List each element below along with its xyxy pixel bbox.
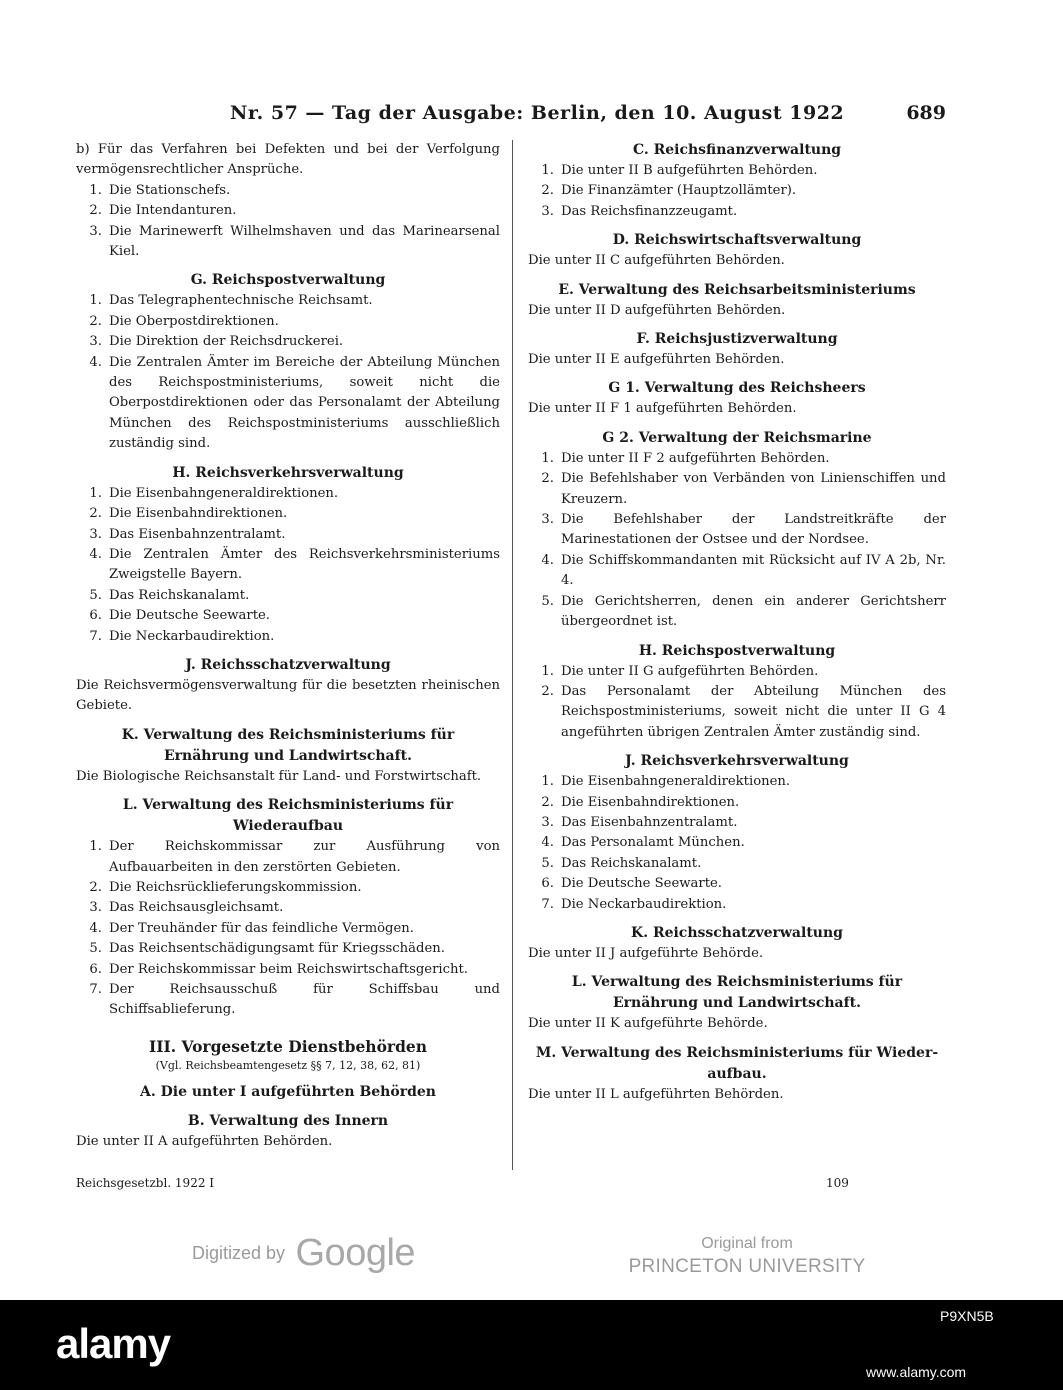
section-e-reichsarbeit [528,280,946,321]
chapter-heading: III. Vorgesetzte Dienstbehörden [148,1036,428,1056]
section-text: Die Biologische Reichsanstalt für Land- und Forstwirtschaft. [76,768,482,784]
section-text: Die unter II E aufgeführten Behörden. [528,352,785,368]
section-d-reichswirtschaft [528,230,946,271]
section-h-reichspost [528,641,946,744]
list-item: 1. Die Stationschefs. [89,182,231,198]
list-item: 4. Der Treuhänder für das feindliche Vermögen. [89,920,414,936]
footer-publication: Reichsgesetzbl. 1922 I [76,1176,215,1190]
digitized-by-google [192,1232,415,1275]
header-title: Nr. 57 — Tag der Ausgabe: Berlin, den 10. August 1922 [230,102,845,124]
chapter-subtitle: (Vgl. Reichsbeamtengesetz §§ 7, 12, 38, 62, 81) [155,1058,421,1072]
section-heading: J. Reichsschatzverwaltung [185,656,391,673]
section-heading: K. Reichsschatzverwaltung [631,924,843,941]
section-text: Die unter II F 1 aufgeführten Behörden. [528,401,797,417]
section-f-reichsjustiz [528,329,946,370]
section-k-ernaehrung [76,725,500,787]
section-heading: H. Reichsverkehrsverwaltung [172,464,404,481]
section-heading: G 1. Verwaltung des Reichsheers [608,380,866,397]
list-item: 2. Die Intendanturen. [89,203,237,219]
alamy-image-id: P9XN5B [940,1308,994,1324]
list-item: 5. Das Reichskanalamt. [541,855,702,871]
section-heading: D. Reichswirtschaftsverwaltung [612,232,862,249]
alamy-watermark-bar [0,1300,1063,1390]
list-item: 3. Die Befehlshaber der Landstreitkräfte der Marinestationen der Ostsee und der Nordsee. [541,512,946,548]
section-heading: J. Reichsverkehrsverwaltung [625,753,849,770]
list-item: 3. Die Marinewerft Wilhelmshaven und das Marinearsenal Kiel. [89,223,500,260]
section-heading: H. Reichspostverwaltung [638,642,836,659]
section-heading: B. Verwaltung des Innern [187,1112,389,1129]
section-heading: M. Verwaltung des Reichsministeriums für Wieder- [535,1044,939,1061]
original-from [626,1234,868,1280]
list-item: 7. Die Neckarbaudirektion. [89,628,275,644]
section-g2-reichsmarine [528,428,946,633]
section-heading: E. Verwaltung des Reichsarbeitsministeriums [558,281,916,298]
section-heading: C. Reichsfinanzverwaltung [632,142,842,158]
list-item: 6. Der Reichskommissar beim Reichswirtschaftsgericht. [89,961,468,977]
section-m-wiederaufbau [528,1043,946,1105]
list-item: 6. Die Deutsche Seewarte. [89,608,270,624]
section-heading-cont: aufbau. [707,1065,767,1082]
list-item: 7. Der Reichsausschuß für Schiffsbau und Schiffsablieferung. [89,982,500,1018]
section-text: Die unter II D aufgeführten Behörden. [528,302,786,318]
section-heading: L. Verwaltung des Reichsministeriums für [571,974,903,991]
section-l-wiederaufbau [76,795,500,1021]
list-item: 3. Das Eisenbahnzentralamt. [89,526,286,542]
list-item: 2. Die Oberpostdirektionen. [89,313,279,329]
section-heading: F. Reichsjustizverwaltung [636,331,838,348]
list-item: 5. Die Gerichtsherren, denen ein anderer Gerichtsherr übergeordnet ist. [541,593,946,630]
list-item: 3. Das Reichsfinanzzeugamt. [541,203,738,219]
section-j-reichsschatz [76,655,500,717]
alamy-url: www.alamy.com [866,1364,967,1380]
intro-text: b) Für das Verfahren bei Defekten und bei der Verfolgung vermögensrechtlicher Ansprüche. [76,142,500,178]
section-heading: L. Verwaltung des Reichsministeriums für [122,797,454,814]
list-item: 5. Das Reichsentschädigungsamt für Kriegsschäden. [89,941,445,957]
section-text: Die unter II A aufgeführten Behörden. [76,1133,333,1149]
list-item: 3. Die Direktion der Reichsdruckerei. [89,334,344,350]
section-h-reichsverkehr [76,463,500,647]
page-header [80,102,946,134]
list-item: 4. Das Personalamt München. [541,835,745,851]
section-b-innern [76,1111,500,1152]
list-item: 2. Die Befehlshaber von Verbänden von Linienschiffen und Kreuzern. [541,471,946,507]
footer-sheet-number: 109 [826,1176,849,1190]
left-column [76,140,500,1152]
list-item: 1. Die unter II G aufgeführten Behörden. [541,663,819,679]
list-item: 1. Die unter II F 2 aufgeführten Behörden. [541,450,830,466]
right-column [528,140,946,1105]
section-heading-cont: Ernährung und Landwirtschaft. [163,747,412,764]
list-item: 2. Die Eisenbahndirektionen. [89,506,288,522]
original-from-label: Original from [701,1235,793,1252]
list-item: 2. Die Finanzämter (Hauptzollämter). [541,183,797,199]
list-item: 1. Das Telegraphentechnische Reichsamt. [89,293,373,309]
list-item: 2. Die Eisenbahndirektionen. [541,794,740,810]
page-number: 689 [906,102,946,124]
section-heading: K. Verwaltung des Reichsministeriums für [121,726,455,743]
google-logo: Google [295,1232,416,1274]
section-l-ernaehrung [528,972,946,1034]
list-item: 1. Der Reichskommissar zur Ausführung von Aufbauarbeiten in den zerstörten Gebieten. [89,839,500,875]
digitized-label: Digitized by [192,1243,286,1263]
section-text: Die unter II K aufgeführte Behörde. [528,1016,768,1032]
section-text: Die Reichsvermögensverwaltung für die besetzten rheinischen Gebiete. [76,677,500,714]
section-heading: A. Die unter I aufgeführten Behörden [140,1083,436,1100]
princeton-university-label: PRINCETON UNIVERSITY [628,1256,866,1277]
list-item: 4. Die Zentralen Ämter des Reichsverkehrsministeriums Zweigstelle Bayern. [89,546,500,583]
list-item: 6. Die Deutsche Seewarte. [541,876,722,892]
list-item: 3. Das Eisenbahnzentralamt. [541,814,738,830]
list-item: 4. Die Zentralen Ämter im Bereiche der Abteilung München des Reichspostministeriums, soweit nicht die Oberpostdirektionen oder das Personalamt der Abteilung München des Reichspostministeriums ausschließlich zuständig sind. [89,354,500,452]
section-c-reichsfinanz [528,140,946,222]
list-item: 2. Die Reichsrücklieferungskommission. [89,879,362,895]
section-heading-cont: Wiederaufbau [232,818,344,835]
section-a [76,1082,500,1103]
section-heading-cont: Ernährung und Landwirtschaft. [612,995,861,1012]
section-heading: G. Reichspostverwaltung [190,272,386,289]
list-item: 2. Das Personalamt der Abteilung München des Reichspostministeriums, soweit nicht die unter II G 4 angeführten übrigen Zentralen Ämter zuständig sind. [541,683,946,740]
section-k-reichsschatz [528,923,946,964]
section-iii-dienstbehoerden [76,1035,500,1074]
section-text: Die unter II C aufgeführten Behörden. [528,253,785,269]
section-heading: G 2. Verwaltung der Reichsmarine [602,429,872,446]
list-item: 1. Die Eisenbahngeneraldirektionen. [541,774,791,790]
section-j-reichsverkehr [528,751,946,915]
section-text: Die unter II J aufgeführte Behörde. [528,945,764,961]
section-g-reichspost [76,270,500,454]
section-g1-reichsheer [528,378,946,419]
list-item: 5. Das Reichskanalamt. [89,587,250,603]
column-divider [512,140,513,1170]
section-intro [76,140,500,262]
list-item: 1. Die unter II B aufgeführten Behörden. [541,163,818,178]
alamy-logo: alamy [56,1320,171,1367]
list-item: 3. Das Reichsausgleichsamt. [89,900,284,916]
list-item: 4. Die Schiffskommandanten mit Rücksicht auf IV A 2b, Nr. 4. [541,552,946,589]
section-text: Die unter II L aufgeführten Behörden. [528,1086,784,1102]
list-item: 7. Die Neckarbaudirektion. [541,896,727,912]
list-item: 1. Die Eisenbahngeneraldirektionen. [89,485,339,501]
